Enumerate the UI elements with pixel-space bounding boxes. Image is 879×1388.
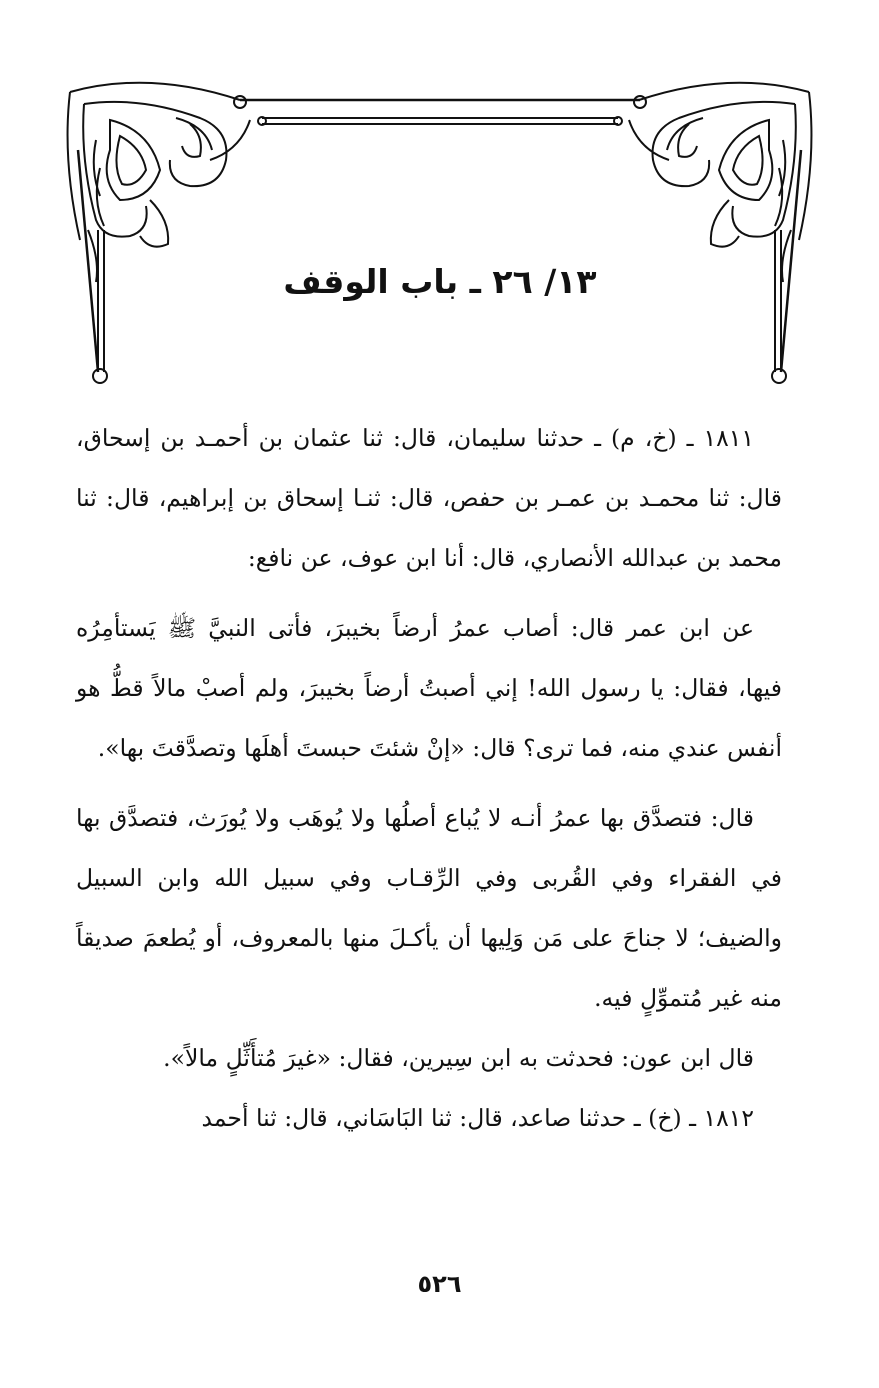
hadith-1811-continuation: قال: فتصدَّق بها عمرُ أنـه لا يُباع أصلُها ولا يُوهَب ولا يُورَث، فتصدَّق بها في الفقراء وفي القُربى وفي الرِّقـاب وفي سبيل الله وابن السبيل والضيف؛ لا جناحَ على مَن وَلِيها أن يأكـلَ منها بالمعروف، أو يُطعمَ صديقاً منه غير مُتموِّلٍ فيه. bbox=[76, 804, 782, 1012]
body-text bbox=[76, 408, 782, 1148]
chapter-title: ١٣/ ٢٦ ـ باب الوقف bbox=[283, 262, 597, 301]
hadith-1811-matn: عن ابن عمر قال: أصاب عمرُ أرضاً بخيبرَ، فأتى النبيَّ ﷺ يَستأمِرُه فيها، فقال: يا رسول الله! إني أصبتُ أرضاً بخيبرَ، ولم أصبْ مالاً قطُّ هو أنفس عندي منه، فما ترى؟ قال: «إنْ شئتَ حبستَ أهلَها وتصدَّقتَ بها». bbox=[76, 614, 782, 762]
page-number: ٥٢٦ bbox=[417, 1270, 462, 1298]
hadith-1811-isnad: ١٨١١ ـ (خ، م) ـ حدثنا سليمان، قال: ثنا عثمان بن أحمـد بن إسحاق، قال: ثنا محمـد بن عمـر بن حفص، قال: ثنـا إسحاق بن إبراهيم، قال: ثنا محمد بن عبدالله الأنصاري، قال: أنا ابن عوف، عن نافع: bbox=[76, 424, 782, 572]
right-corner-ornament bbox=[629, 83, 811, 282]
left-corner-ornament bbox=[68, 83, 250, 282]
ornamental-frame bbox=[0, 0, 879, 420]
hadith-1812-isnad: ١٨١٢ ـ (خ) ـ حدثنا صاعد، قال: ثنا البَاسَاني، قال: ثنا أحمد bbox=[201, 1104, 754, 1132]
hadith-1811-ibn-awn: قال ابن عون: فحدثت به ابن سِيرين، فقال: «غيرَ مُتأَثِّلٍ مالاً». bbox=[163, 1044, 754, 1072]
